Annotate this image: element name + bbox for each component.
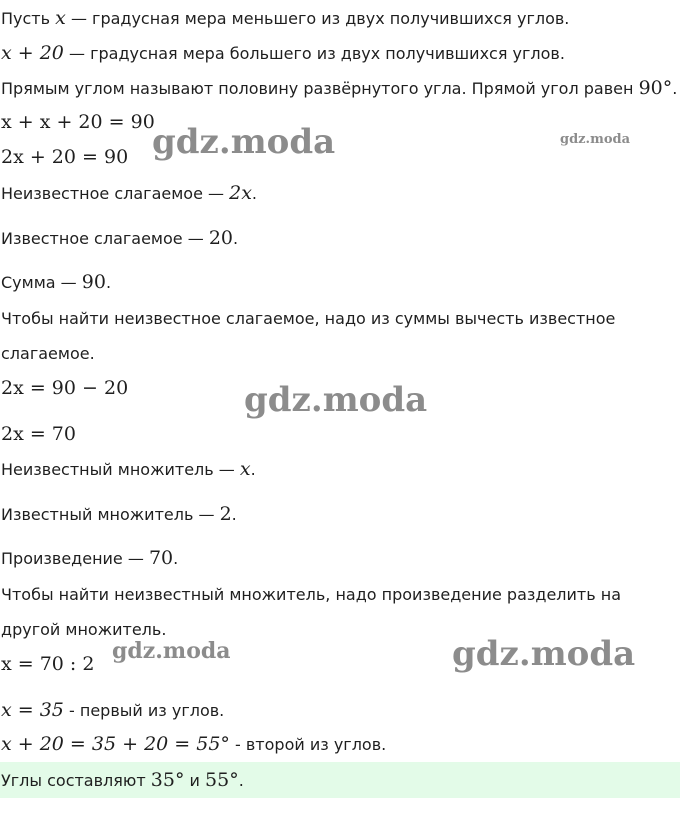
text-line: Чтобы найти неизвестное слагаемое, надо из суммы вычесть известное [1, 309, 616, 328]
text: . [672, 79, 678, 98]
text-line [1, 734, 386, 755]
text: - второй из углов. [229, 735, 387, 754]
text-line: другой множитель. [1, 620, 167, 639]
text-line: Чтобы найти неизвестный множитель, надо произведение разделить на [1, 585, 622, 604]
math: 2x [229, 182, 252, 204]
text-line [1, 504, 237, 525]
math: 2 [219, 503, 232, 525]
text: - первый из углов. [63, 701, 225, 720]
text-line [1, 272, 111, 293]
answer-text [1, 770, 244, 791]
equation: 2x = 70 [1, 423, 76, 445]
text: и [184, 771, 206, 790]
text-line [1, 78, 677, 99]
watermark-logo: gdz.moda [452, 634, 636, 674]
text-line [1, 8, 569, 29]
equation: x + x + 20 = 90 [1, 111, 155, 133]
watermark-logo: gdz.moda [152, 122, 336, 162]
watermark-logo: gdz.moda [560, 132, 631, 147]
math: 20 [208, 227, 233, 249]
watermark-logo: gdz.moda [244, 380, 428, 420]
math: 70 [148, 547, 174, 569]
text: . [105, 273, 112, 292]
watermark-logo: gdz.moda [112, 638, 231, 664]
text: Углы составляют [1, 771, 151, 790]
text: Неизвестный множитель — [1, 460, 240, 479]
text: Неизвестное слагаемое — [1, 184, 230, 203]
text-line [1, 700, 224, 721]
math: 90 [81, 271, 106, 293]
text-line [1, 459, 256, 480]
text: Прямым углом называют половину развёрнутого угла. Прямой угол равен [1, 79, 639, 98]
text: — градусная мера меньшего из двух получившихся углов. [65, 9, 570, 28]
text: . [250, 460, 256, 479]
text-line [1, 43, 565, 64]
text-line: слагаемое. [1, 344, 95, 363]
text: Пусть [1, 9, 56, 28]
text: . [238, 771, 244, 790]
text: — градусная мера большего из двух получившихся углов. [63, 44, 565, 63]
math: x = 35 [1, 699, 64, 721]
text: . [231, 505, 237, 524]
math: 90° [638, 77, 673, 99]
equation: x = 70 : 2 [1, 653, 95, 675]
math: x [55, 7, 66, 29]
equation: 2x + 20 = 90 [1, 146, 129, 168]
text: Произведение — [1, 549, 149, 568]
math: 35° [150, 769, 185, 791]
math: x + 20 [1, 42, 64, 64]
math: x + 20 = 35 + 20 = 55° [1, 733, 230, 755]
text: . [173, 549, 179, 568]
text: Сумма — [1, 273, 82, 292]
text: . [233, 229, 239, 248]
text: . [251, 184, 258, 203]
math: 55° [205, 769, 239, 791]
text: Известное слагаемое — [1, 229, 209, 248]
text: Известный множитель — [1, 505, 220, 524]
equation: 2x = 90 − 20 [1, 377, 129, 399]
answer-box [0, 762, 680, 798]
text-line [1, 228, 238, 249]
text-line [1, 548, 178, 569]
math: x [239, 458, 251, 480]
text-line [1, 183, 257, 204]
